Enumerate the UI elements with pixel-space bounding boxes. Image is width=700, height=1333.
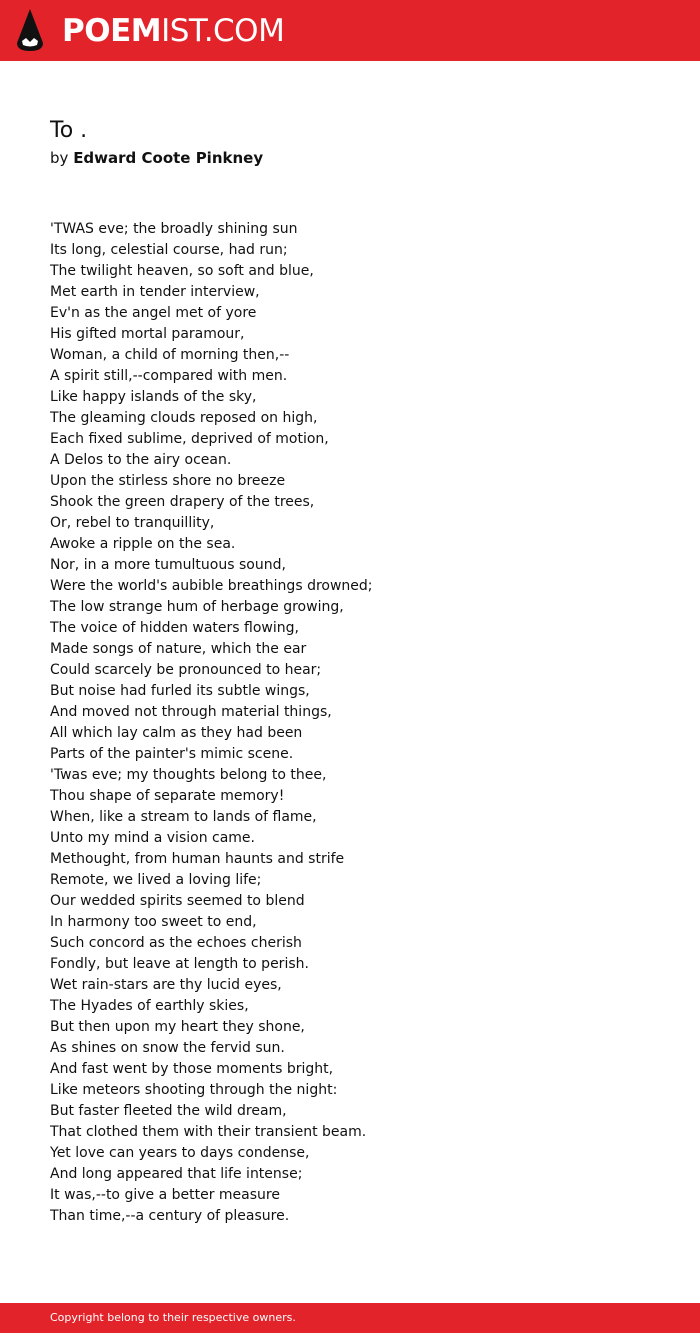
poem-line: 'Twas eve; my thoughts belong to thee,: [50, 767, 327, 783]
poem-line: Thou shape of separate memory!: [50, 788, 285, 804]
poem-line: The gleaming clouds reposed on high,: [50, 410, 318, 426]
poem-line: Or, rebel to tranquillity,: [50, 515, 215, 531]
poem-line: Such concord as the echoes cherish: [50, 935, 302, 951]
poem-body: [50, 219, 650, 1227]
poem-line: 'TWAS eve; the broadly shining sun: [50, 221, 298, 237]
poem-line: In harmony too sweet to end,: [50, 914, 257, 930]
poem-line: A spirit still,--compared with men.: [50, 368, 288, 384]
poem-line: The Hyades of earthly skies,: [50, 998, 249, 1014]
copyright-notice: Copyright belong to their respective owners.: [50, 1311, 296, 1324]
poem-line: Fondly, but leave at length to perish.: [50, 956, 309, 972]
poem-line: Unto my mind a vision came.: [50, 830, 255, 846]
poem-header: [50, 116, 670, 169]
poem-line: And moved not through material things,: [50, 704, 332, 720]
poem-line: Like meteors shooting through the night:: [50, 1082, 338, 1098]
poem-line: As shines on snow the fervid sun.: [50, 1040, 285, 1056]
poem-line: Woman, a child of morning then,--: [50, 347, 290, 363]
poem-line: Yet love can years to days condense,: [50, 1145, 310, 1161]
poem-line: Methought, from human haunts and strife: [50, 851, 345, 867]
poem-line: Its long, celestial course, had run;: [50, 242, 288, 258]
poem-line: The low strange hum of herbage growing,: [50, 599, 344, 615]
poem-line: Remote, we lived a loving life;: [50, 872, 262, 888]
byline: [50, 147, 670, 169]
poem-line: Parts of the painter's mimic scene.: [50, 746, 294, 762]
poem-line: Our wedded spirits seemed to blend: [50, 893, 305, 909]
site-logo-wordmark[interactable]: [62, 11, 284, 51]
poem-line: That clothed them with their transient beam.: [50, 1124, 367, 1140]
poem-line: The twilight heaven, so soft and blue,: [50, 263, 314, 279]
poem-line: Shook the green drapery of the trees,: [50, 494, 315, 510]
poem-line: A Delos to the airy ocean.: [50, 452, 232, 468]
poem-line: Were the world's aubible breathings drowned;: [50, 578, 373, 594]
poem-line: Ev'n as the angel met of yore: [50, 305, 257, 321]
poem-title: To .: [50, 118, 88, 143]
poem-line: It was,--to give a better measure: [50, 1187, 280, 1203]
poem-line: But then upon my heart they shone,: [50, 1019, 305, 1035]
poem-line: Upon the stirless shore no breeze: [50, 473, 286, 489]
pencil-tip-icon[interactable]: [17, 9, 43, 51]
brand-bold: POEM: [62, 13, 162, 49]
poem-line: His gifted mortal paramour,: [50, 326, 245, 342]
poem-line: Made songs of nature, which the ear: [50, 641, 307, 657]
poem-line: Awoke a ripple on the sea.: [50, 536, 236, 552]
poem-line: All which lay calm as they had been: [50, 725, 303, 741]
poem-line: When, like a stream to lands of flame,: [50, 809, 317, 825]
poem-line: Each fixed sublime, deprived of motion,: [50, 431, 329, 447]
poem-line: Than time,--a century of pleasure.: [50, 1208, 290, 1224]
poem-line: And fast went by those moments bright,: [50, 1061, 334, 1077]
author-name: Edward Coote Pinkney: [73, 149, 264, 167]
poem-line: Like happy islands of the sky,: [50, 389, 257, 405]
poem-line: Nor, in a more tumultuous sound,: [50, 557, 286, 573]
poem-line: Wet rain-stars are thy lucid eyes,: [50, 977, 282, 993]
brand-rest: IST.COM: [161, 13, 285, 49]
by-label: by: [50, 149, 69, 167]
site-footer: [0, 1303, 700, 1333]
poem-line: And long appeared that life intense;: [50, 1166, 303, 1182]
site-header: [0, 0, 700, 61]
poem-line: But faster fleeted the wild dream,: [50, 1103, 287, 1119]
poem-line: But noise had furled its subtle wings,: [50, 683, 310, 699]
poem-line: The voice of hidden waters flowing,: [50, 620, 299, 636]
poem-line: Met earth in tender interview,: [50, 284, 260, 300]
poem-line: Could scarcely be pronounced to hear;: [50, 662, 322, 678]
